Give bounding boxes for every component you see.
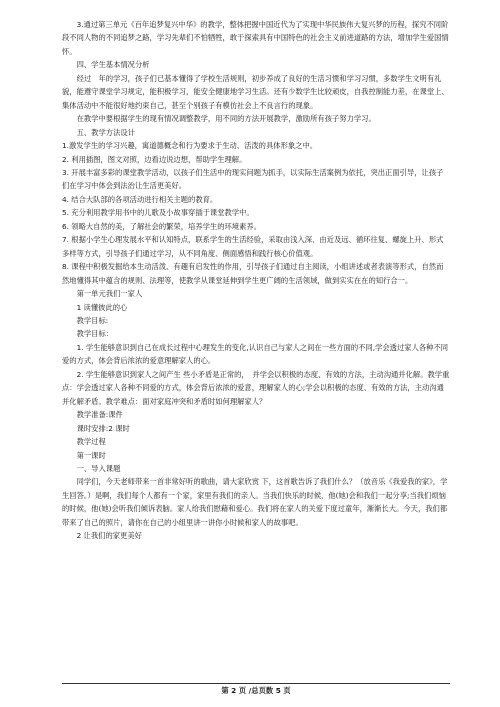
paragraph: 四、学生基本情况分析 — [76, 60, 150, 70]
paragraph: 1. 学生能够意识到自己在成长过程中心理发生的变化,认识自己与家人之间在一些方面的不同,学会透过家人各种不同爱的方式，体会背后浓浓的爱意理解家人的心。 — [62, 342, 449, 366]
paragraph: 4. 结合大队部的各项活动进行相关主题的教育。 — [62, 194, 218, 204]
paragraph: 8. 课程中积极发掘给本生动活泼、有趣有启发性的作用，引导孩子们通过自主阅读，小组讲述或者表演等形式，自然而然地懂得其中蕴含的规则、法理等，使教学从课堂延伸到学生更广阔的生活领域，做到实实在在的知行合一。 — [62, 262, 444, 285]
paragraph: 教学准备:课件 — [76, 410, 123, 420]
page-footer — [62, 683, 450, 696]
paragraph: 5. 充分利用教学用书中的儿歌及小故事穿插于课堂教学中。 — [62, 208, 254, 218]
paragraph: 教学目标: — [76, 315, 109, 325]
paragraph: 1 读懂彼此的心 — [76, 302, 128, 312]
paragraph: 同学们，今天老师带来一首非常好听的歌曲，请大家欣赏 下，这首歌告诉了我们什么？（放音乐《我爱我的家》，学生回答。）是啊，我们每个人都有一个家，家里有我们的亲人。当我们快乐的时候，他(她)会和我们一起分享;当我们烦恼的时候，他(她)会听我们倾诉表脑。家人给我们慰藉和爱心。我们将在家人的关爱下度过童年，渐渐长大。今天，我们都带来了自己的照片，请你在自己的小组里讲一讲你小时候和家人的故事吧。 — [62, 477, 448, 527]
page-number: 第 2 页 /总页数 5 页 — [221, 686, 291, 695]
paragraph: 7. 根据小学生心理发展水平和认知特点，联系学生的生活经验，采取由浅入深、由近及远、循环往复、螺旋上升、形式多样等方式，引导孩子们通过学习，从不同角度、侧面感悟和践行核心价值观。 — [62, 235, 444, 258]
paragraph: 第一课时 — [76, 450, 106, 460]
paragraph: 一、导入课题 — [76, 463, 121, 473]
paragraph: 2. 利用插图，图文对照，边看边说边想，帮助学生理解。 — [62, 154, 247, 164]
paragraph: 2 让我们的家更美好 — [76, 531, 142, 541]
paragraph: 五、教学方法设计 — [76, 127, 135, 137]
paragraph: 6. 领略大自然的美，了解社会的繁荣，培养学生的环境素养。 — [62, 221, 261, 231]
paragraph: 在教学中要根据学生的现有情况调整教学，用不同的方法开展教学，激励所有孩子努力学习。 — [76, 114, 376, 124]
paragraph: 1.激发学生的学习兴趣，寓道德概念和行为要求于生动、活泼的具体形象之中。 — [62, 141, 318, 151]
paragraph: 第一单元我们一家人 — [76, 289, 143, 299]
paragraph: 3. 开展丰富多彩的课堂教学活动，以孩子们生活中的现实问题为抓手，以实际生活案例为依托，突出正面引导，让孩子们在学习中体会到法治让生活更美好。 — [62, 167, 444, 191]
paragraph: 3.通过第三单元《百年追梦复兴中华》的教学，整体把握中国近代为了实现中华民族伟大复兴梦的历程，探究不同阶段不同人物的不同追梦之路，学习先辈们不怕牺牲，敢于探索具有中国特色的社会主义前进道路的方法，增加学生爱国情怀。 — [62, 20, 449, 56]
paragraph: 2. 学生能够意识到家人之间产生 些小矛盾是正常的， 并学会以积极的态度、有效的方法，主动沟通并化解。教学重点：学会透过家人各种不同爱的方式，体会背后浓浓的爱意，理解家人的心;学会以积极的态度、有效的方法，主动沟通并化解矛盾。教学难点：面对家庭冲突和矛盾时如何理解家人？ — [62, 369, 450, 406]
paragraph: 教学目标： — [76, 329, 114, 339]
paragraph: 课时安排:2 课时 — [76, 423, 130, 433]
paragraph: 经过 年的学习，孩子们已基本懂得了学校生活规则，初步养成了良好的生活习惯和学习习惯，多数学生文明有礼貌，能遵守课堂学习规定，能积极学习，能安全健康地学习生活。还有少数学生比较顽皮，自我控制能力差，在课堂上、集体活动中不能很好地约束自己，甚至个别孩子有模仿社会上不良言行的现象。 — [62, 73, 449, 110]
paragraph: 教学过程 — [76, 437, 106, 447]
document-body — [62, 18, 450, 543]
